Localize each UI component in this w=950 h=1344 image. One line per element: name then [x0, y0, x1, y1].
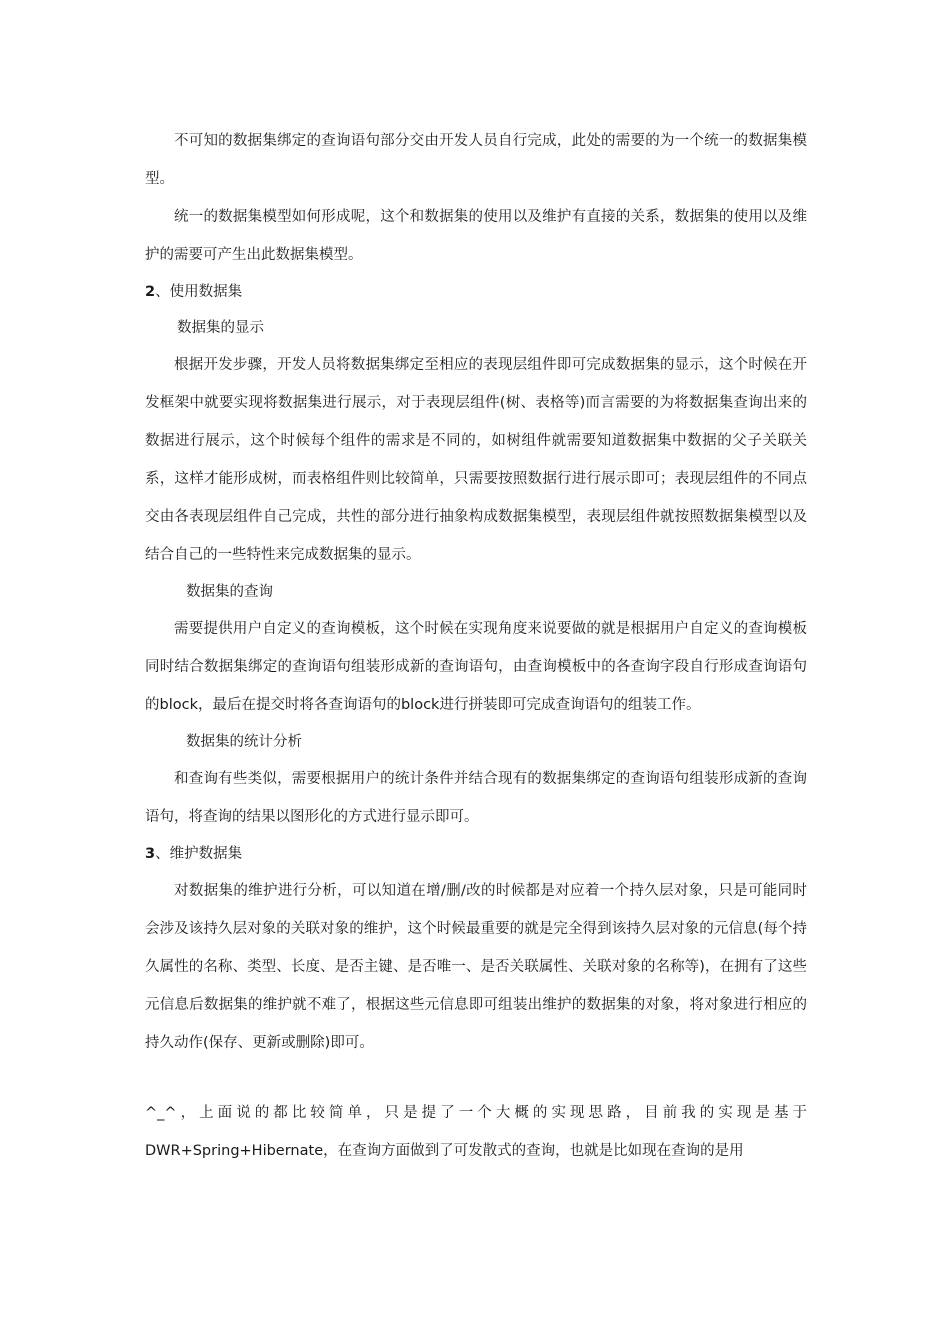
section-number: 2: [145, 284, 156, 300]
paragraph-dataset-query: 需要提供用户自定义的查询模板，这个时候在实现角度来说要做的就是根据用户自定义的查询模板同时结合数据集绑定的查询语句组装形成新的查询语句，由查询模板中的各查询字段自行形成查询语句的block，最后在提交时将各查询语句的block进行拼装即可完成查询语句的组装工作。: [145, 621, 807, 713]
section-heading-maintain-dataset: [145, 836, 807, 872]
paragraph-spacer: [145, 1062, 807, 1094]
subheading-dataset-query: 数据集的查询: [186, 584, 273, 600]
paragraph-unified-model: 统一的数据集模型如何形成呢，这个和数据集的使用以及维护有直接的关系，数据集的使用以及维护的需要可产生出此数据集模型。: [145, 209, 807, 263]
paragraph-implementation-note: ^_^，上面说的都比较简单，只是提了一个大概的实现思路，目前我的实现是基于DWR+Spring+Hibernate，在查询方面做到了可发散式的查询，也就是比如现在查询的是用: [145, 1105, 807, 1159]
subheading-dataset-stats: 数据集的统计分析: [186, 734, 302, 750]
section-title: 、维护数据集: [155, 846, 243, 862]
section-number: 3: [145, 846, 156, 862]
paragraph-dataset-model: 不可知的数据集绑定的查询语句部分交由开发人员自行完成，此处的需要的为一个统一的数据集模型。: [145, 133, 807, 187]
section-heading-use-dataset: [145, 274, 807, 310]
paragraph-dataset-display: 根据开发步骤，开发人员将数据集绑定至相应的表现层组件即可完成数据集的显示，这个时候在开发框架中就要实现将数据集进行展示，对于表现层组件(树、表格等)而言需要的为将数据集查询出来的数据进行展示，这个时候每个组件的需求是不同的，如树组件就需要知道数据集中数据的父子关联关系，这样才能形成树，而表格组件则比较简单，只需要按照数据行进行展示即可；表现层组件的不同点交由各表现层组件自己完成，共性的部分进行抽象构成数据集模型，表现层组件就按照数据集模型以及结合自己的一些特性来完成数据集的显示。: [145, 357, 807, 563]
paragraph-dataset-stats: 和查询有些类似，需要根据用户的统计条件并结合现有的数据集绑定的查询语句组装形成新的查询语句，将查询的结果以图形化的方式进行显示即可。: [145, 771, 807, 825]
subheading-dataset-display: 数据集的显示: [177, 320, 264, 336]
document-body: [145, 122, 807, 1170]
paragraph-dataset-maintain: 对数据集的维护进行分析，可以知道在增/删/改的时候都是对应着一个持久层对象，只是可能同时会涉及该持久层对象的关联对象的维护，这个时候最重要的就是完全得到该持久层对象的元信息(每个持久属性的名称、类型、长度、是否主键、是否唯一、是否关联属性、关联对象的名称等)，在拥有了这些元信息后数据集的维护就不难了，根据这些元信息即可组装出维护的数据集的对象，将对象进行相应的持久动作(保存、更新或删除)即可。: [145, 883, 807, 1051]
section-title: 、使用数据集: [155, 284, 243, 300]
